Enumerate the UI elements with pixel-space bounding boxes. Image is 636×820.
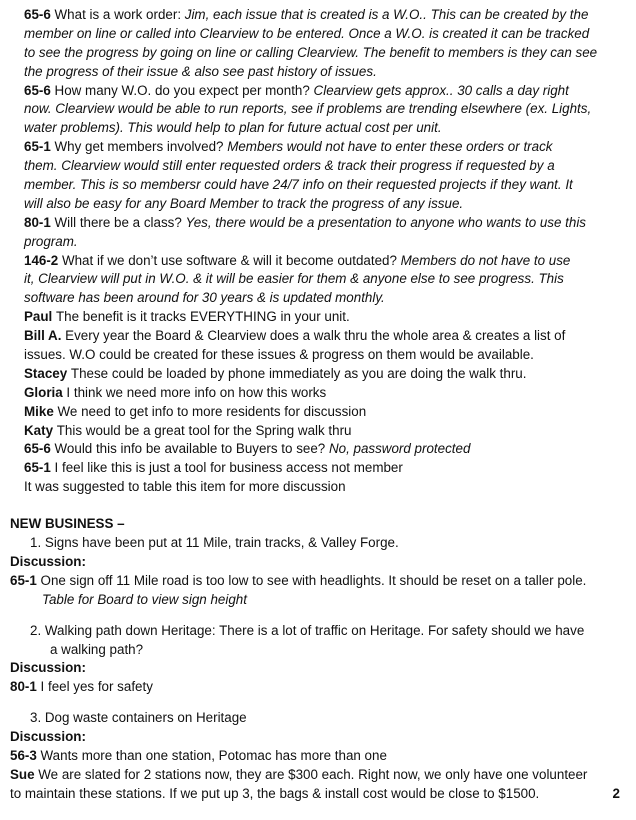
note-text: We are slated for 2 stations now, they are $300 each. Right now, we only have one volunteer [38, 766, 588, 782]
note-text: to maintain these stations. If we put up 3, the bags & install cost would be close to $1500. [10, 785, 540, 801]
minutes-line [0, 138, 636, 157]
discussion-line [0, 572, 636, 591]
note-text: We need to get info to more residents for discussion [57, 403, 367, 419]
speaker-label: Katy [24, 422, 57, 438]
speaker-label: 65-1 [10, 572, 41, 588]
response-text: Members do not have to use [400, 252, 571, 268]
discussion-line [0, 591, 636, 610]
minutes-line [0, 63, 636, 82]
note-text: These could be loaded by phone immediately as you are doing the walk thru. [70, 365, 527, 381]
document-page [0, 6, 636, 804]
response-text: to see the progress by going on line or calling Clearview. The benefit to members is they can see [24, 44, 598, 60]
speaker-label: 80-1 [24, 214, 55, 230]
speaker-label: Stacey [24, 365, 71, 381]
response-text: Jim, each issue that is created is a W.O.. This can be created by the [184, 7, 589, 22]
speaker-label: 80-1 [10, 679, 41, 695]
note-text: Will there be a class? [54, 214, 186, 230]
minutes-line [0, 233, 636, 252]
note-text: Wants more than one station, Potomac has more than one [40, 747, 387, 763]
item-gap [0, 697, 636, 709]
note-text: I feel yes for safety [40, 679, 153, 695]
speaker-label: 65-1 [24, 460, 55, 476]
agenda-item-title [0, 641, 636, 660]
minutes-line [0, 403, 636, 422]
discussion-label: Discussion: [10, 729, 86, 745]
response-text: program. [24, 233, 78, 249]
response-text: now. Clearview would be able to run reports, see if problems are trending elsewhere (ex. Lights, [24, 101, 592, 117]
discussion-line [0, 785, 636, 804]
minutes-line [0, 252, 636, 271]
minutes-line [0, 422, 636, 441]
minutes-line [0, 308, 636, 327]
note-text: What is a work order: [54, 7, 185, 22]
minutes-line [0, 82, 636, 101]
speaker-label: 65-1 [24, 139, 55, 155]
note-text: I feel like this is just a tool for business access not member [54, 460, 403, 476]
note-text: Why get members involved? [54, 139, 228, 155]
discussion-line [0, 747, 636, 766]
speaker-label: 65-6 [24, 82, 55, 98]
minutes-line [0, 44, 636, 63]
agenda-item-title [0, 709, 636, 728]
response-text: member on line or called into Clearview to be entered. Once a W.O. is created it can be tracked [24, 25, 590, 41]
note-text: Every year the Board & Clearview does a walk thru the whole area & creates a list of [65, 328, 566, 344]
speaker-label: Gloria [24, 384, 67, 400]
agenda-item [0, 622, 636, 698]
note-text: 3. Dog waste containers on Heritage [30, 710, 247, 726]
agenda-item-title [0, 622, 636, 641]
new-business-heading: NEW BUSINESS – [10, 516, 125, 532]
minutes-line [0, 289, 636, 308]
note-text: a walking path? [50, 641, 144, 657]
minutes-line [0, 459, 636, 478]
response-text: Table for Board to view sign height [42, 591, 247, 607]
agenda-item [0, 709, 636, 803]
note-text: I think we need more info on how this works [66, 384, 327, 400]
speaker-label: Mike [24, 403, 58, 419]
note-text: The benefit is it tracks EVERYTHING in your unit. [56, 309, 350, 325]
discussion-line [0, 766, 636, 785]
note-text: issues. W.O could be created for these issues & progress on them would be available. [24, 347, 534, 363]
minutes-line [0, 100, 636, 119]
response-text: Members would not have to enter these orders or track [227, 139, 553, 155]
old-business-notes [0, 6, 636, 497]
response-text: the progress of their issue & also see past history of issues. [24, 63, 377, 79]
speaker-label: 65-6 [24, 7, 55, 22]
response-text: them. Clearview would still enter requested orders & track their progress if requested by a [24, 158, 555, 174]
note-text: It was suggested to table this item for more discussion [24, 479, 346, 495]
response-text: it, Clearview will put in W.O. & it will be easier for them & anyone else to see progress. This [24, 271, 564, 287]
speaker-label: 146-2 [24, 252, 62, 268]
response-text: will also be easy for any Board Member to track the progress of any issue. [24, 195, 464, 211]
new-business-items [0, 534, 636, 804]
minutes-line [0, 25, 636, 44]
minutes-line [0, 346, 636, 365]
speaker-label: 65-6 [24, 441, 55, 457]
note-text: 1. Signs have been put at 11 Mile, train tracks, & Valley Forge. [30, 535, 399, 551]
agenda-item [0, 534, 636, 610]
minutes-line [0, 440, 636, 459]
note-text: Would this info be available to Buyers to see? [54, 441, 329, 457]
note-text: One sign off 11 Mile road is too low to see with headlights. It should be reset on a taller pole. [40, 572, 587, 588]
minutes-line [0, 157, 636, 176]
minutes-line [0, 384, 636, 403]
minutes-line [0, 119, 636, 138]
speaker-label: Paul [24, 309, 56, 325]
speaker-label: Sue [10, 766, 39, 782]
response-text: No, password protected [328, 441, 471, 457]
note-text: How many W.O. do you expect per month? [54, 82, 314, 98]
note-text: This would be a great tool for the Spring walk thru [56, 422, 352, 438]
minutes-line [0, 214, 636, 233]
speaker-label: 56-3 [10, 747, 41, 763]
response-text: Clearview gets approx.. 30 calls a day right [313, 82, 569, 98]
minutes-line [0, 6, 636, 25]
discussion-label: Discussion: [10, 660, 86, 676]
page-number: 2 [612, 785, 620, 801]
discussion-label: Discussion: [10, 553, 86, 569]
note-text: What if we don’t use software & will it become outdated? [61, 252, 401, 268]
discussion-line [0, 678, 636, 697]
section-gap [0, 497, 636, 515]
agenda-item-title [0, 534, 636, 553]
minutes-line [0, 195, 636, 214]
minutes-line [0, 327, 636, 346]
minutes-line [0, 270, 636, 289]
response-text: member. This is so membersr could have 24/7 info on their requested projects if they want. It [24, 177, 573, 193]
speaker-label: Bill A. [24, 328, 66, 344]
response-text: water problems). This would help to plan for future actual cost per unit. [24, 120, 442, 136]
item-gap [0, 610, 636, 622]
response-text: Yes, there would be a presentation to anyone who wants to use this [185, 214, 587, 230]
minutes-line [0, 365, 636, 384]
minutes-line [0, 478, 636, 497]
note-text: 2. Walking path down Heritage: There is a lot of traffic on Heritage. For safety should we have [30, 622, 585, 638]
minutes-line [0, 176, 636, 195]
response-text: software has been around for 30 years & is updated monthly. [24, 290, 385, 306]
